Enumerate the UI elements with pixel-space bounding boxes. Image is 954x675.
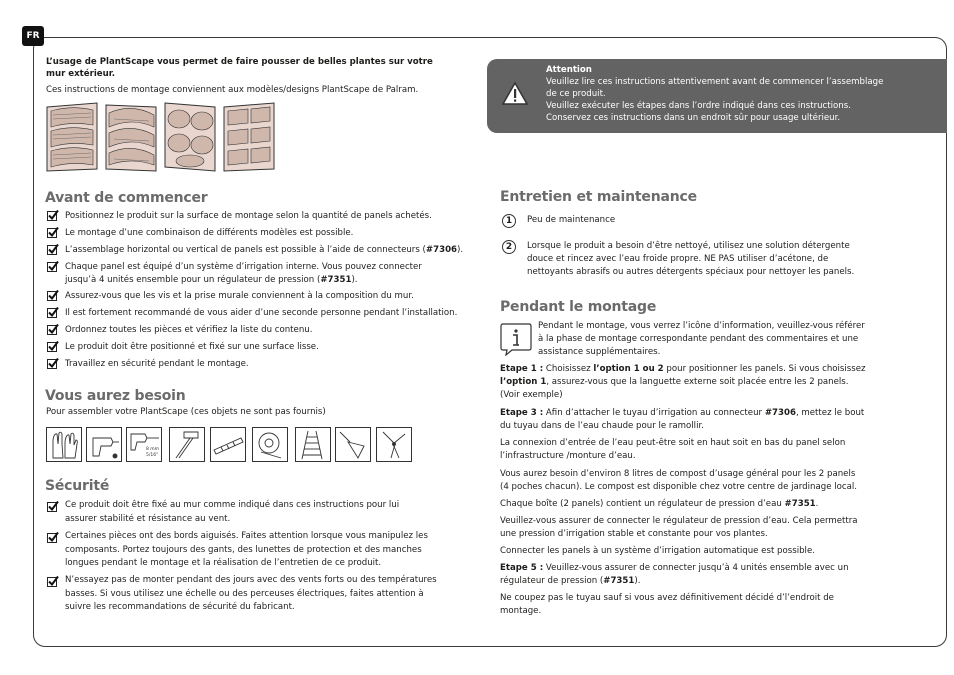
securite-item-line: basses. Si vous utilisez une échelle ou des perceuses électriques, faites attention à xyxy=(65,588,424,599)
drill-bit-size-label: 8 mm xyxy=(146,447,160,452)
besoin-heading: Vous aurez besoin xyxy=(45,388,186,404)
avant-heading: Avant de commencer xyxy=(45,190,208,206)
securite-item-line: longues pendant le montage et la réalisation de l’entretien de ce produit. xyxy=(65,558,382,568)
etape1-line2 xyxy=(500,376,849,389)
checkbox-icon xyxy=(47,291,57,301)
montage-heading: Pendant le montage xyxy=(500,299,657,315)
besoin-text: Pour assembler votre PlantScape (ces objets ne sont pas fournis) xyxy=(46,407,326,417)
etape1-line1 xyxy=(500,363,866,376)
avant-item: Le produit doit être positionné et fixé sur une surface lisse. xyxy=(65,342,319,352)
etape1-text-a: Choisissez xyxy=(543,364,594,374)
info-icon xyxy=(500,322,532,356)
montage-p4-line2: une pression d’irrigation stable et constante pour vos plantes. xyxy=(500,529,768,539)
etape5-line2 xyxy=(500,575,640,588)
checkbox-icon xyxy=(47,342,57,352)
montage-p3-text-b: . xyxy=(815,499,819,509)
step-number-2: 2 xyxy=(502,240,516,254)
etape3-code: #7306 xyxy=(764,408,796,418)
montage-p1-line1: La connexion d’entrée de l’eau peut-être soit en haut soit en bas du panel selon xyxy=(500,438,846,448)
montage-p4-line1: Veuillez-vous assurer de connecter le régulateur de pression d’eau. Cela permettra xyxy=(500,516,858,526)
etape3-line2: du tuyau dans de l’eau chaude pour le ramollir. xyxy=(500,421,704,431)
montage-p3 xyxy=(500,498,818,511)
montage-info-line3: assistance supplémentaires. xyxy=(538,347,661,357)
panel-design-1-image xyxy=(45,101,99,173)
regulator-code: #7351 xyxy=(320,275,352,285)
attention-box xyxy=(487,59,947,133)
checkbox-icon xyxy=(47,262,57,272)
securite-item-line: suivre les recommandations de sécurité du fabricant. xyxy=(65,602,295,612)
etape3-text-b: , mettez le bout xyxy=(795,408,865,418)
etape1-text-c: , assurez-vous que la languette externe soit placée entre les 2 panels. xyxy=(546,377,849,387)
panel-design-2-image xyxy=(104,101,158,173)
montage-p2-line1: Vous aurez besoin d’environ 8 litres de compost d’usage général pour les 2 panels xyxy=(500,469,856,479)
entretien-heading: Entretien et maintenance xyxy=(500,189,697,205)
drill-bit-icon xyxy=(126,427,162,462)
etape1-option: l’option 1 ou 2 xyxy=(593,364,664,374)
montage-p3-text-a: Chaque boîte (2 panels) contient un régulateur de pression d’eau xyxy=(500,499,785,509)
montage-p6-line1: Ne coupez pas le tuyau sauf si vous avez définitivement décidé d’l’endroit de xyxy=(500,593,834,603)
montage-p2-line2: (4 poches chacun). Le compost est disponible chez votre centre de jardinage local. xyxy=(500,482,857,492)
etape3-label: Etape 3 : xyxy=(500,408,544,418)
gloves-icon xyxy=(46,427,82,462)
montage-p6-line2: montage. xyxy=(500,606,542,616)
etape5-text-a: Veuillez-vous assurer de connecter jusqu’à 4 unités ensemble avec un xyxy=(543,563,849,573)
entretien-item2-line1: Lorsque le produit a besoin d’être nettoyé, utilisez une solution détergente xyxy=(527,241,850,251)
entretien-item2-line2: douce et rincez avec l’eau froide propre. NE PAS utiliser d’acétone, de xyxy=(527,254,829,264)
pruning-shears-icon xyxy=(376,427,412,462)
connector-code: #7306 xyxy=(425,245,458,255)
attention-line2: de ce produit. xyxy=(546,89,606,99)
etape1-line3: (Voir exemple) xyxy=(500,390,563,400)
montage-info-line1: Pendant le montage, vous verrez l’icône d’information, veuillez-vous référer xyxy=(538,321,865,331)
avant-item-end: ). xyxy=(351,275,358,285)
checkbox-icon xyxy=(47,577,57,587)
etape5-text-b: régulateur de pression ( xyxy=(500,576,604,586)
intro-title-line2: mur extérieur. xyxy=(46,69,116,79)
avant-item xyxy=(65,244,463,257)
hammer-icon xyxy=(169,427,205,462)
level-icon xyxy=(210,427,246,462)
montage-p1-line2: l’infrastructure /monture d’eau. xyxy=(500,451,636,461)
panel-design-4-image xyxy=(222,101,276,173)
language-tab: FR xyxy=(22,26,44,46)
etape5-label: Etape 5 : xyxy=(500,563,544,573)
checkbox-icon xyxy=(47,211,57,221)
attention-line1: Veuillez lire ces instructions attentivement avant de commencer l’assemblage xyxy=(546,77,884,87)
securite-item-line: assurer stabilité et résistance au vent. xyxy=(65,513,231,524)
montage-info-line2: à la phase de montage correspondante pendant des commentaires et une xyxy=(538,334,859,344)
entretien-item1: Peu de maintenance xyxy=(527,215,616,225)
trowel-icon xyxy=(335,427,371,462)
checkbox-icon xyxy=(47,245,57,255)
panel-design-3-image xyxy=(163,101,217,173)
securite-item-line: N’essayez pas de monter pendant des jours avec des vents forts ou des températures xyxy=(65,575,437,585)
attention-line3: Veuillez exécuter les étapes dans l’ordre indiqué dans ces instructions. xyxy=(546,101,851,111)
intro-title-line1: L’usage de PlantScape vous permet de faire pousser de belles plantes sur votre xyxy=(46,57,433,67)
avant-item: Travaillez en sécurité pendant le montage. xyxy=(65,359,249,369)
avant-item-end: ). xyxy=(457,245,464,255)
entretien-item2-line3: nettoyants abrasifs ou autres détergents spéciaux pour nettoyer les panels. xyxy=(527,267,855,277)
etape1-text-b: pour positionner les panels. Si vous choisissez xyxy=(663,364,866,374)
etape3-text-a: Afin d’attacher le tuyau d’irrigation au connecteur xyxy=(543,408,765,418)
attention-line4: Conservez ces instructions dans un endroit sûr pour usage ultérieur. xyxy=(546,113,841,123)
avant-item: Le montage d’une combinaison de différents modèles est possible. xyxy=(65,228,354,238)
avant-item-text: jusqu’à 4 unités ensemble pour un régulateur de pression ( xyxy=(65,275,321,285)
avant-item: Chaque panel est équipé d’un système d’irrigation interne. Vous pouvez connecter xyxy=(65,262,422,272)
checkbox-icon xyxy=(47,359,57,369)
checkbox-icon xyxy=(47,228,57,238)
warning-triangle-icon xyxy=(501,81,529,106)
ladder-icon xyxy=(295,427,331,462)
securite-item-line: Ce produit doit être fixé au mur comme indiqué dans ces instructions pour lui xyxy=(65,500,400,510)
montage-p3-code: #7351 xyxy=(784,499,816,509)
checkbox-icon xyxy=(47,502,57,512)
checkbox-icon xyxy=(47,308,57,318)
securite-item-line: composants. Portez toujours des gants, des lunettes de protection et des manches xyxy=(65,544,422,555)
measuring-tape-icon xyxy=(252,427,288,462)
etape5-text-c: ). xyxy=(634,576,641,586)
checkbox-icon xyxy=(47,533,57,543)
etape1-option1: l’option 1 xyxy=(500,377,547,387)
avant-item: Positionnez le produit sur la surface de montage selon la quantité de panels achetés. xyxy=(65,211,432,221)
intro-text: Ces instructions de montage conviennent aux modèles/designs PlantScape de Palram. xyxy=(46,85,419,95)
avant-item: Il est fortement recommandé de vous aider d’une seconde personne pendant l’installation. xyxy=(65,308,458,318)
avant-item-text: L’assemblage horizontal ou vertical de panels est possible à l’aide de connecteurs ( xyxy=(65,245,426,255)
power-drill-icon xyxy=(86,427,122,462)
attention-title: Attention xyxy=(546,65,592,75)
etape5-code: #7351 xyxy=(603,576,635,586)
avant-item: Ordonnez toutes les pièces et vérifiez la liste du contenu. xyxy=(65,325,313,335)
montage-p5: Connecter les panels à un système d’irrigation automatique est possible. xyxy=(500,546,815,556)
securite-heading: Sécurité xyxy=(45,478,110,494)
securite-item-line: Certaines pièces ont des bords aiguisés. Faites attention lorsque vous manipulez les xyxy=(65,531,428,541)
avant-item-line2 xyxy=(65,274,358,287)
step-number-1: 1 xyxy=(502,214,516,228)
avant-item: Assurez-vous que les vis et la prise murale conviennent à la composition du mur. xyxy=(65,291,414,301)
drill-bit-size-inch-label: 5/16" xyxy=(146,453,159,458)
etape1-label: Etape 1 : xyxy=(500,364,544,374)
checkbox-icon xyxy=(47,325,57,335)
etape3-line1 xyxy=(500,407,864,420)
etape5-line1 xyxy=(500,562,849,575)
